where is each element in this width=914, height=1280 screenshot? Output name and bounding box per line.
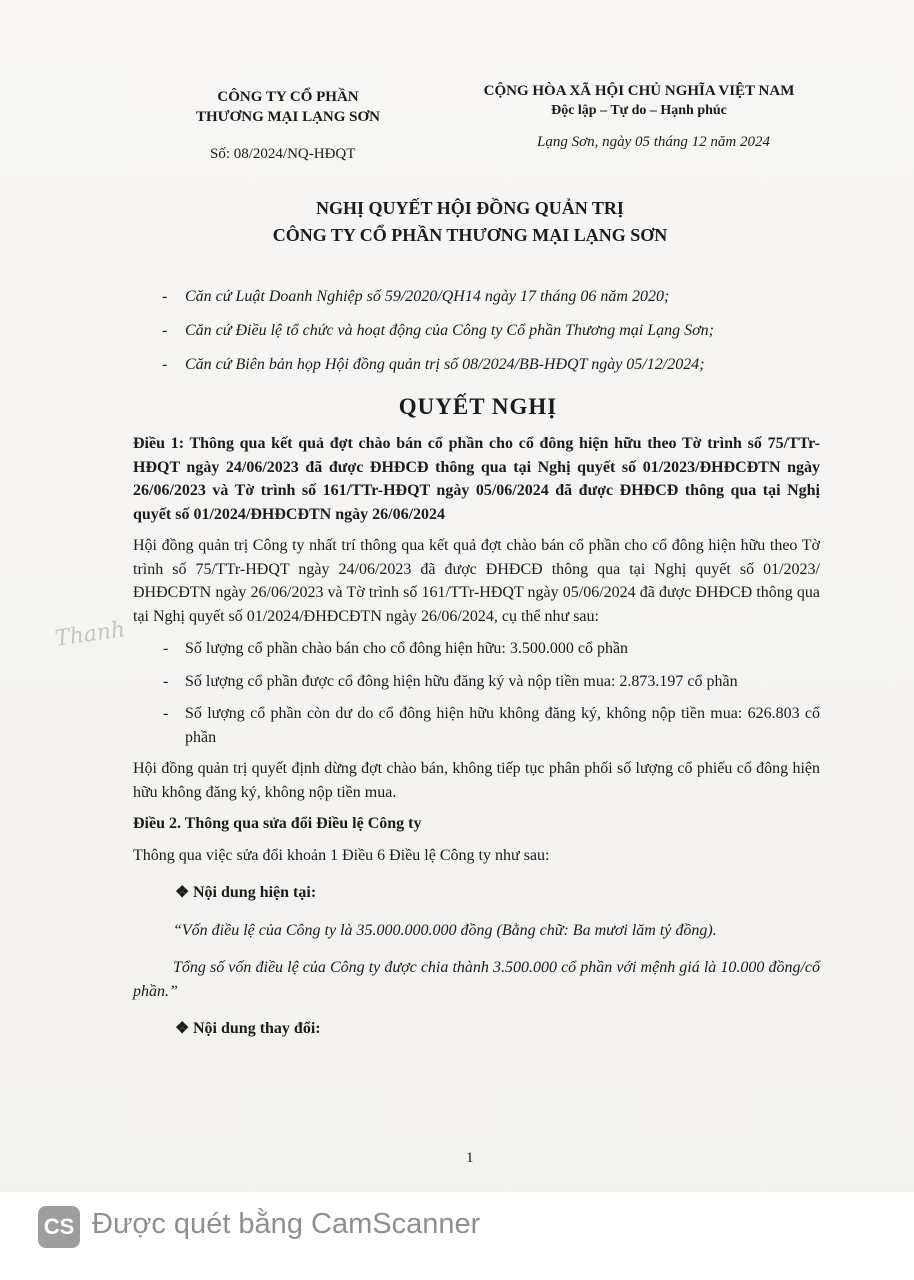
company-name <box>168 87 408 127</box>
article-1-title: Điều 1: Thông qua kết quả đợt chào bán cổ phần cho cổ đông hiện hữu theo Tờ trình số 75/TTr-HĐQT ngày 24/06/2023 đã được ĐHĐCĐ thông qua tại Nghị quyết số 01/2023/ĐHĐCĐTN ngày 26/06/2023 và Tờ trình số 161/TTr-HĐQT ngày 05/06/2024 đã được ĐHĐCĐ thông qua tại Nghị quyết số 01/2024/ĐHĐCĐTN ngày 26/06/2024 <box>133 435 820 523</box>
article-1-item: - Số lượng cổ phần được cổ đông hiện hữu đăng ký và nộp tiền mua: 2.873.197 cổ phần <box>133 670 820 694</box>
company-line-1: CÔNG TY CỔ PHẦN <box>217 89 359 105</box>
article-2-title: Điều 2. Thông qua sửa đổi Điều lệ Công ty <box>133 815 422 832</box>
title-line-1: NGHỊ QUYẾT HỘI ĐỒNG QUẢN TRỊ <box>316 198 624 218</box>
republic-title: CỘNG HÒA XÃ HỘI CHỦ NGHĨA VIỆT NAM <box>483 83 795 99</box>
scanner-caption: Được quét bằng CamScanner <box>92 1208 481 1240</box>
handwritten-signature: Thanh <box>53 617 127 652</box>
document-number: Số: 08/2024/NQ-HĐQT <box>210 146 356 162</box>
document-body <box>133 432 820 1041</box>
changed-content-label: ❖ Nội dung thay đổi: <box>133 1017 820 1041</box>
diamond-bullet-icon: ❖ <box>175 1020 190 1037</box>
camscanner-logo-icon: CS <box>38 1206 80 1248</box>
national-heading <box>456 81 822 121</box>
document-title <box>170 195 770 249</box>
article-1-item: - Số lượng cổ phần còn dư do cổ đông hiện hữu không đăng ký, không nộp tiền mua: 626.803 cổ phần <box>133 702 820 749</box>
document-date: Lạng Sơn, ngày 05 tháng 12 năm 2024 <box>537 134 771 150</box>
article-2-intro: Thông qua việc sửa đổi khoản 1 Điều 6 Điều lệ Công ty như sau: <box>133 846 550 864</box>
diamond-bullet-icon: ❖ <box>175 884 190 901</box>
company-line-2: THƯƠNG MẠI LẠNG SƠN <box>195 109 381 125</box>
title-line-2: CÔNG TY CỔ PHẦN THƯƠNG MẠI LẠNG SƠN <box>272 225 668 245</box>
resolution-heading: QUYẾT NGHỊ <box>398 394 558 419</box>
legal-basis-item: - Căn cứ Luật Doanh Nghiệp số 59/2020/QH14 ngày 17 tháng 06 năm 2020; <box>158 280 858 314</box>
legal-basis-item: - Căn cứ Điều lệ tổ chức và hoạt động của Công ty Cổ phần Thương mại Lạng Sơn; <box>158 314 858 348</box>
article-1-intro: Hội đồng quản trị Công ty nhất trí thông qua kết quả đợt chào bán cổ phần cho cổ đông hiện hữu theo Tờ trình số 75/TTr-HĐQT ngày 24/06/2023 đã được ĐHĐCĐ thông qua tại Nghị quyết số 01/2023/ĐHĐCĐTN ngày 26/06/2023 và Tờ trình số 161/TTr-HĐQT ngày 05/06/2024 đã được ĐHĐCĐ thông qua tại Nghị quyết số 01/2024/ĐHĐCĐTN ngày 26/06/2024, cụ thể như sau: <box>133 537 820 625</box>
share-structure-quote: Tổng số vốn điều lệ của Công ty được chia thành 3.500.000 cổ phần với mệnh giá là 10.000 đồng/cổ phần.” <box>133 959 820 1000</box>
page-number: 1 <box>466 1150 474 1166</box>
charter-capital-quote: “Vốn điều lệ của Công ty là 35.000.000.000 đồng (Bằng chữ: Ba mươi lăm tỷ đồng). <box>173 921 717 939</box>
legal-basis-item: - Căn cứ Biên bản họp Hội đồng quản trị số 08/2024/BB-HĐQT ngày 05/12/2024; <box>158 348 858 382</box>
scanner-watermark <box>0 1192 914 1280</box>
article-1-conclusion: Hội đồng quản trị quyết định dừng đợt chào bán, không tiếp tục phân phối số lượng cổ phiếu cổ đông hiện hữu không đăng ký, không nộp tiền mua. <box>133 760 820 801</box>
national-motto: Độc lập – Tự do – Hạnh phúc <box>551 103 727 118</box>
legal-basis-list <box>158 280 858 382</box>
article-1-item: - Số lượng cổ phần chào bán cho cổ đông hiện hữu: 3.500.000 cổ phần <box>133 637 820 661</box>
current-content-label: ❖ Nội dung hiện tại: <box>133 881 820 905</box>
